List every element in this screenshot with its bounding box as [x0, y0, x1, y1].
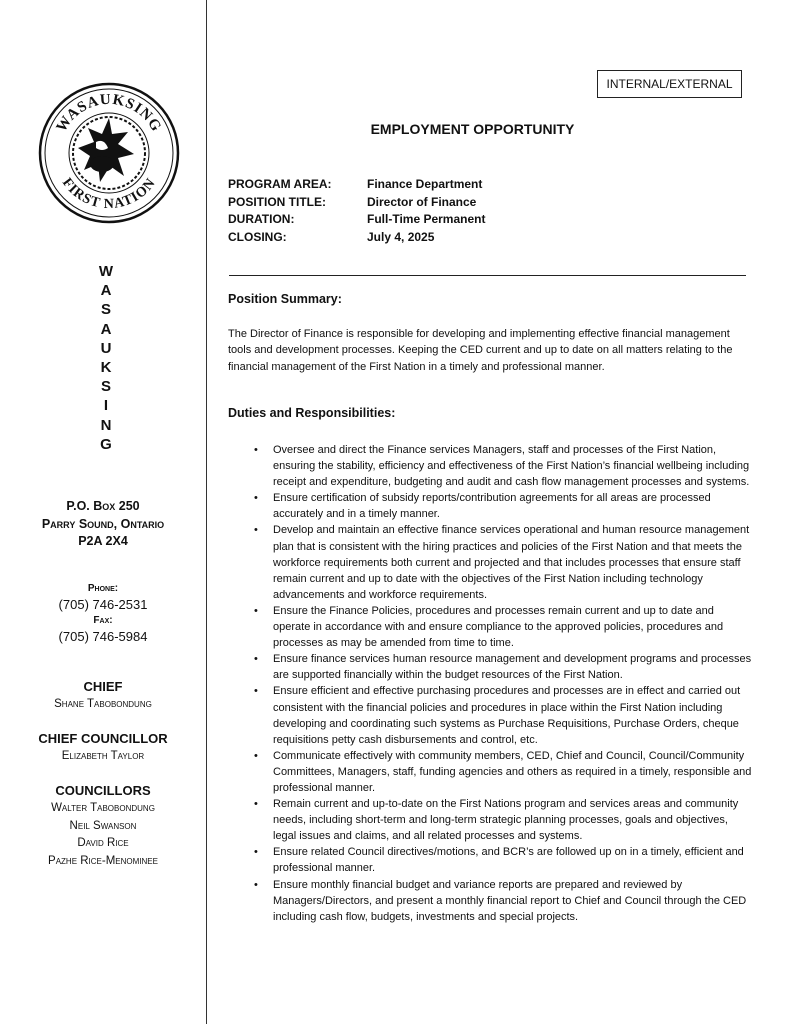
list-item — [254, 442, 752, 490]
vertical-letter: G — [100, 435, 112, 453]
duty-text: Ensure related Council directives/motions, and BCR’s are followed up on in a timely, efficient and professional manner. — [273, 846, 744, 875]
vertical-letter: S — [100, 378, 111, 396]
duty-text: Oversee and direct the Finance services Managers, staff and processes of the First Nation, ensuring the stability, efficiency and effectiveness of the First Nation’s financial wellbeing including receipt and expenditure, budgeting and audit and cash flow management processes and systems. — [273, 444, 750, 489]
councillor-name: Walter Tabobondung — [51, 802, 155, 814]
duties-list — [254, 442, 752, 925]
councillors-block — [0, 782, 206, 870]
info-row-program-area — [228, 176, 485, 194]
mailing-address — [0, 498, 206, 551]
vertical-nation-name — [96, 262, 116, 454]
councillor-name: Pazhe Rice-Menominee — [48, 854, 158, 867]
vertical-letter: A — [100, 320, 112, 338]
info-value: Full-Time Permanent — [367, 212, 486, 226]
list-item — [254, 651, 752, 683]
sidebar-divider — [206, 0, 207, 1024]
summary-text: The Director of Finance is responsible for developing and implementing effective financial management tools and development processes. Keeping the CED current and up to date on all matters relating to the financial management of the First Nation in a timely and professional manner. — [228, 328, 733, 373]
bullet-icon: • — [254, 524, 258, 537]
chief-councillor-title: CHIEF COUNCILLOR — [38, 731, 168, 746]
list-item — [254, 522, 752, 602]
list-item — [254, 748, 752, 796]
duty-text: Remain current and up-to-date on the First Nations program and services areas and community needs, including short-term and long-term strategic planning processes, goals and objectives, legal issues and claims, and all related processes and systems. — [273, 798, 739, 843]
bullet-icon: • — [254, 798, 258, 811]
vertical-letter: N — [100, 416, 112, 434]
vertical-letter: U — [100, 339, 112, 357]
vertical-letter: K — [100, 359, 112, 377]
fax-label: Fax: — [93, 615, 113, 626]
chief-title: CHIEF — [83, 679, 123, 694]
chief-councillor-block — [0, 730, 206, 766]
address-line: P.O. Box 250 — [66, 499, 140, 513]
phone-number: (705) 746-2531 — [58, 597, 148, 612]
wasauksing-seal-logo — [38, 82, 180, 224]
bullet-icon: • — [254, 604, 258, 617]
bullet-icon: • — [254, 492, 258, 505]
info-label: PROGRAM AREA: — [228, 177, 332, 191]
councillors-title: COUNCILLORS — [55, 783, 151, 798]
chief-block — [0, 678, 206, 714]
list-item — [254, 796, 752, 844]
vertical-letter: I — [103, 397, 109, 415]
councillor-name: David Rice — [77, 837, 129, 849]
info-row-position-title — [228, 194, 485, 212]
duty-text: Ensure finance services human resource management and development programs and processes are supported financially within the budget resources of the First Nation. — [273, 653, 752, 682]
info-value: Director of Finance — [367, 194, 477, 209]
duty-text: Ensure the Finance Policies, procedures and processes remain current and up to date and operate in accordance with and ensure compliance to the approved policies, procedures and processes as may be amended from time to time. — [273, 604, 724, 650]
duty-text: Ensure monthly financial budget and variance reports are prepared and reviewed by Managers/Directors, and present a monthly financial report to Chief and Council through the CED including cash flow, budgets, investments and special projects. — [273, 878, 747, 923]
chief-name: Shane Tabobondung — [54, 698, 152, 710]
chief-councillor-name: Elizabeth Taylor — [61, 750, 145, 762]
summary-heading: Position Summary: — [228, 292, 342, 306]
duty-text: Develop and maintain an effective finance services operational and human resource management plan that is consistent with the hiring practices and policies of the First Nation and that meets the workforce requirements both current and projected and that includes processes that ensure staff remain current and up to date with the objectives of the First Nation including technology advancements and workforce requirements. — [273, 524, 750, 601]
info-label: POSITION TITLE: — [228, 194, 326, 209]
info-label: DURATION: — [228, 212, 295, 226]
info-value: Finance Department — [367, 177, 483, 191]
duties-heading: Duties and Responsibilities: — [228, 406, 396, 420]
info-row-duration — [228, 211, 485, 229]
bullet-icon: • — [254, 878, 258, 891]
vertical-letter: A — [100, 282, 112, 300]
position-info — [228, 176, 485, 246]
sidebar — [0, 0, 206, 1024]
fax-number: (705) 746-5984 — [58, 629, 148, 644]
horizontal-rule — [229, 275, 746, 276]
vertical-letter: W — [98, 263, 114, 280]
bullet-icon: • — [254, 749, 258, 762]
list-item — [254, 683, 752, 747]
councillor-name: Neil Swanson — [69, 819, 137, 832]
info-row-closing — [228, 229, 485, 247]
list-item — [254, 490, 752, 522]
phone-label: Phone: — [87, 583, 119, 594]
page-title: EMPLOYMENT OPPORTUNITY — [370, 121, 575, 137]
list-item — [254, 877, 752, 925]
bullet-icon: • — [254, 685, 258, 698]
list-item — [254, 844, 752, 876]
info-label: CLOSING: — [228, 229, 287, 244]
info-value: July 4, 2025 — [367, 229, 435, 244]
bullet-icon: • — [254, 846, 258, 859]
svg-text:WASAUKSING: WASAUKSING — [53, 91, 165, 135]
duty-text: Ensure certification of subsidy reports/contribution agreements for all areas are processed accurately and in a timely manner. — [273, 492, 711, 521]
address-line: Parry Sound, Ontario — [41, 516, 165, 531]
vertical-letter: S — [100, 301, 111, 319]
posting-type-box: INTERNAL/EXTERNAL — [597, 70, 742, 98]
address-postal-code: P2A 2X4 — [78, 534, 128, 548]
duty-text: Ensure efficient and effective purchasing procedures and processes are in effect and carried out consistent with the financial policies and procedures in place within the First Nation including developing and coordinating such systems as Purchase Requisitions, Purchase Orders, cheque requisitions petty cash disbursements and control, etc. — [273, 685, 741, 746]
bullet-icon: • — [254, 653, 258, 666]
contact-info — [0, 582, 206, 646]
duty-text: Communicate effectively with community members, CED, Chief and Council, Council/Community Committees, Managers, staff, funding agencies and others as required in a timely, responsible and professional manner. — [273, 749, 752, 794]
list-item — [254, 603, 752, 651]
bullet-icon: • — [254, 444, 258, 456]
svg-text:FIRST NATION: FIRST NATION — [58, 175, 160, 213]
